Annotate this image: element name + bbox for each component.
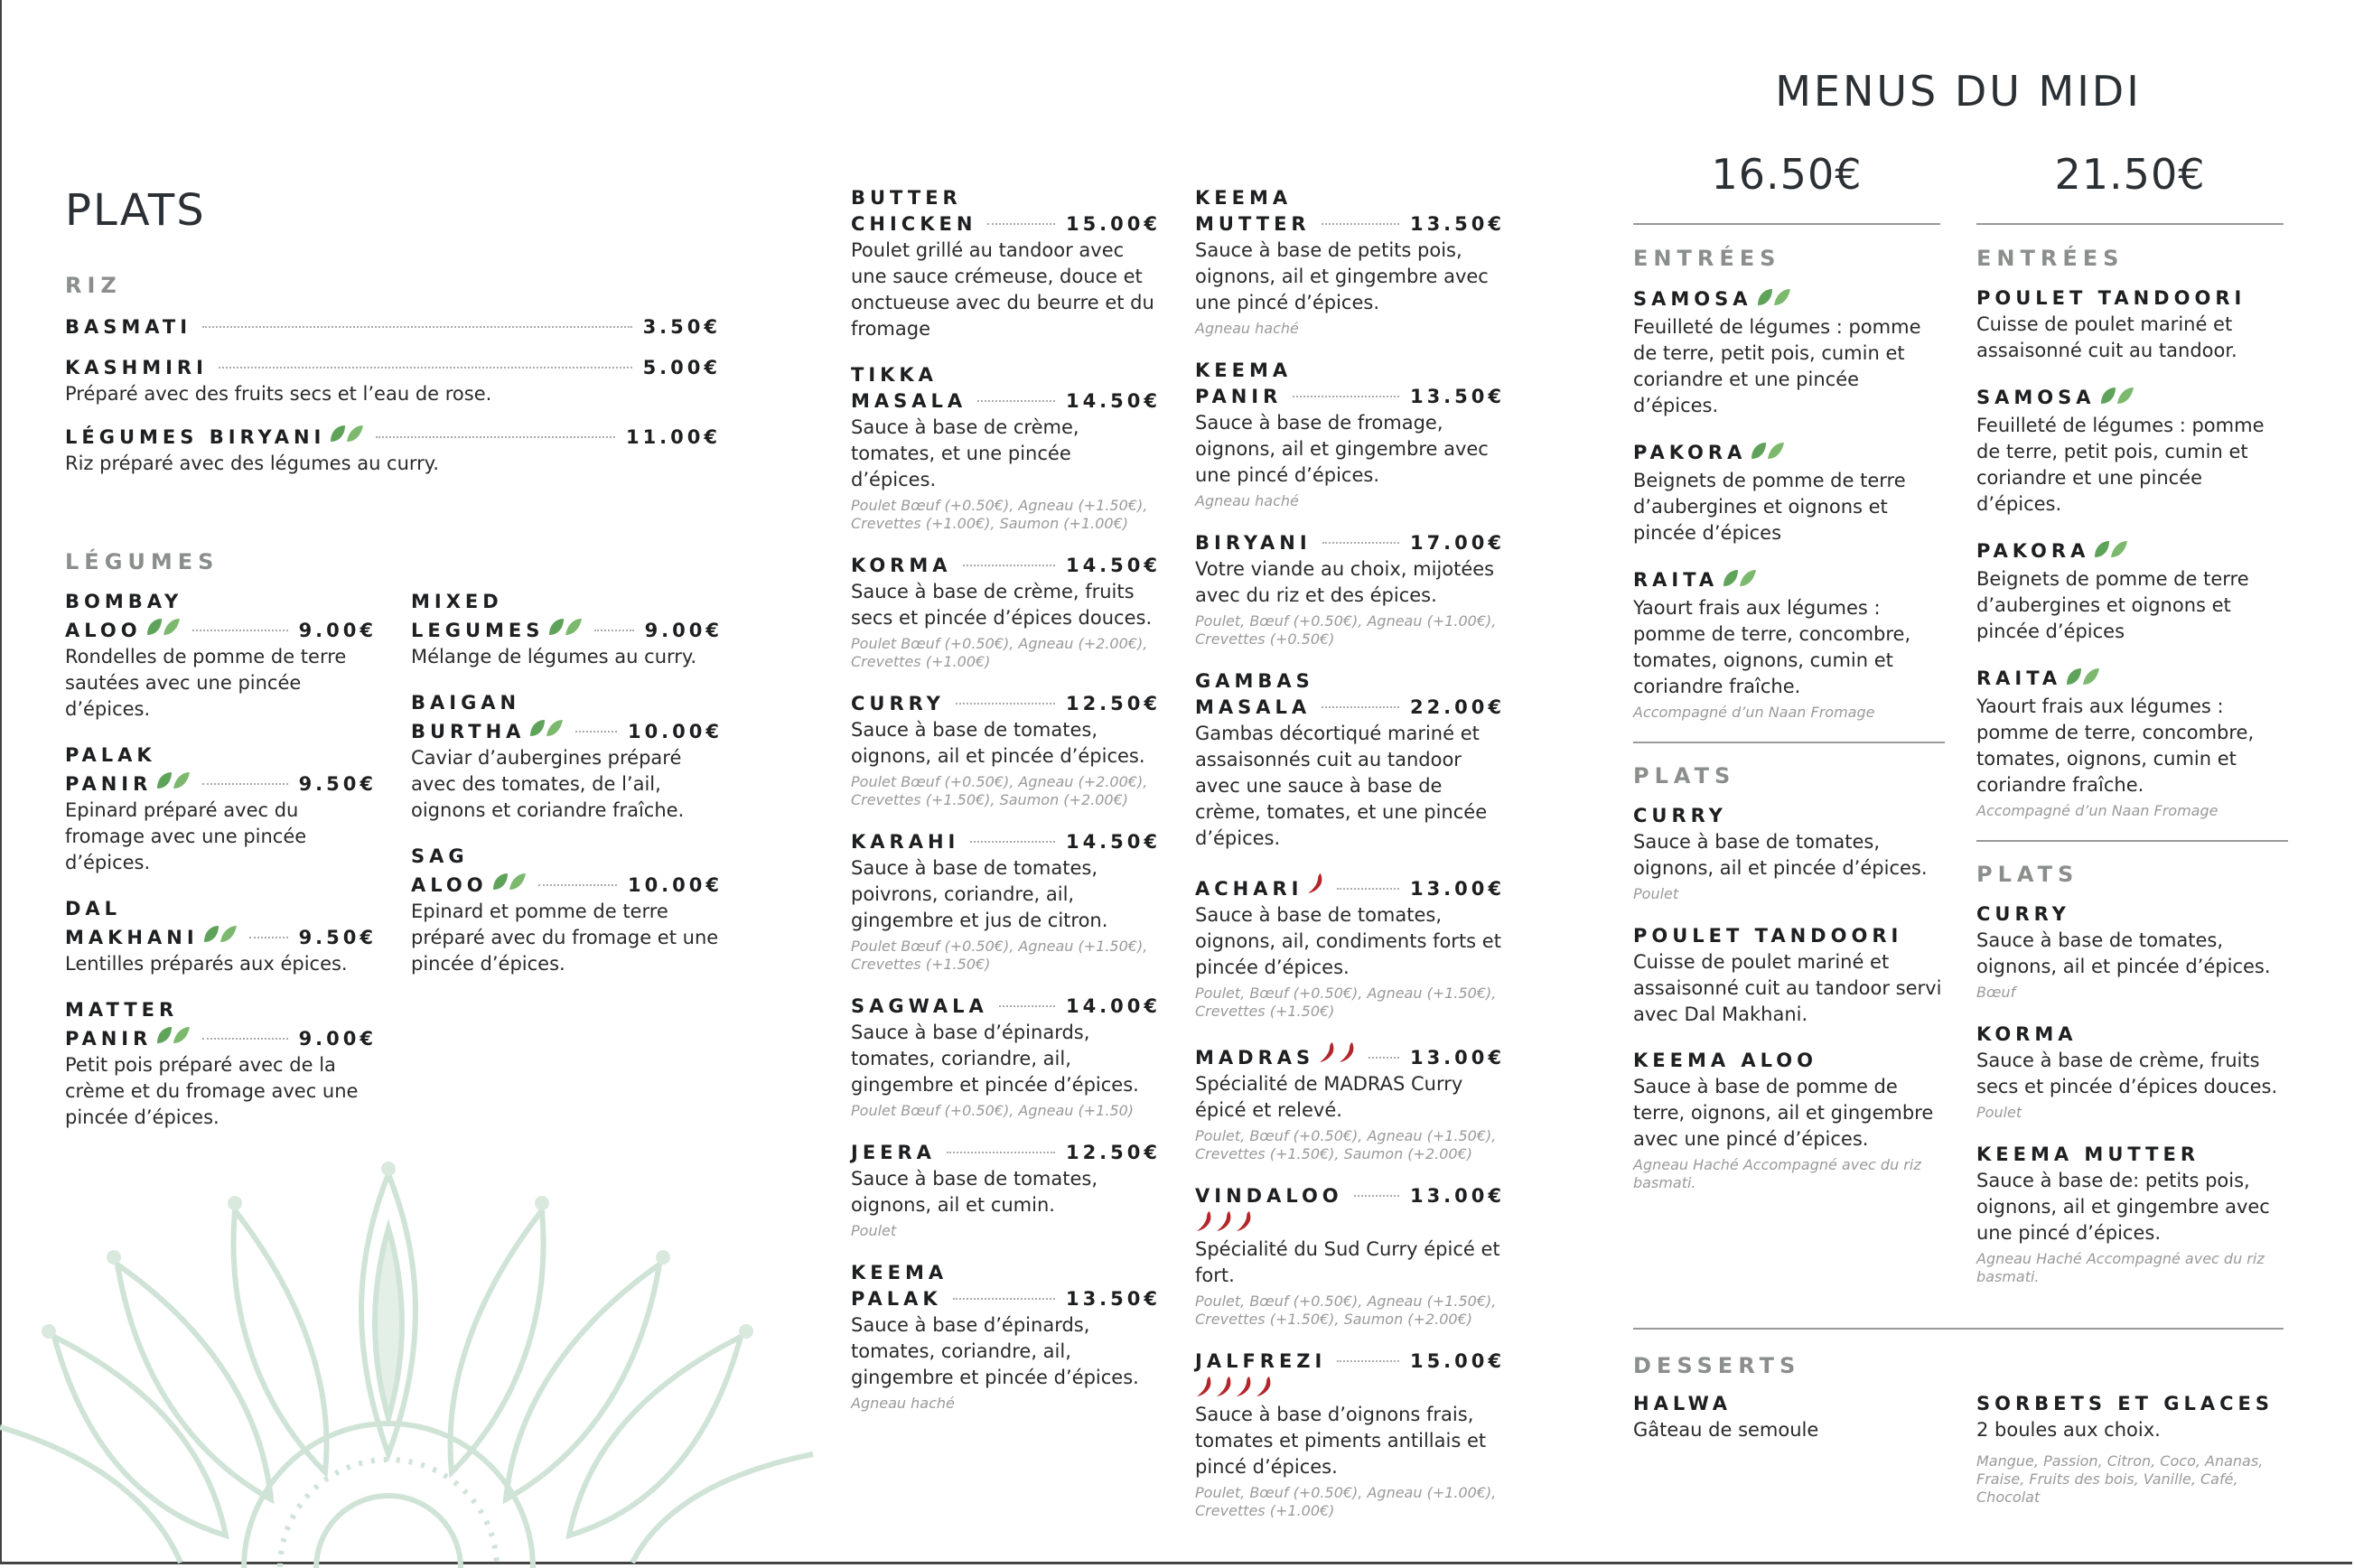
item-price: 13.00€ (1409, 1047, 1505, 1069)
vegetarian-leaf-icon (329, 422, 365, 447)
item-name-line1: PALAK (65, 744, 156, 766)
menu-item (1976, 901, 2288, 1002)
dot-leader (1322, 706, 1399, 708)
item-name-line2: MAKHANI (65, 927, 199, 948)
item-name: VINDALOO (1195, 1185, 1343, 1207)
dot-leader (202, 783, 287, 785)
dot-leader (219, 367, 632, 369)
item-price: 13.50€ (1409, 213, 1505, 235)
menu-item (65, 742, 377, 876)
vegetarian-leaf-icon (2065, 665, 2101, 694)
legumes-heading: LÉGUMES (65, 549, 220, 574)
mandala-ornament (0, 1156, 849, 1568)
item-name: POULET TANDOORI (1976, 287, 2247, 309)
item-price: 13.00€ (1409, 1185, 1505, 1207)
item-desc: Sauce à base de tomates, oignons, ail, condiments forts et pincée d’épices. (1195, 904, 1501, 978)
item-name-line2: MASALA (1195, 696, 1312, 718)
item-desc: Petit pois préparé avec de la crème et du fromage avec une pincée d’épices. (65, 1054, 359, 1128)
item-price: 22.00€ (1409, 696, 1505, 718)
item-desc: Sauce à base d’épinards, tomates, coriandre, ail, gingembre et pincée d’épices. (851, 1022, 1139, 1096)
item-name-line2: ALOO (411, 874, 488, 896)
item-desc: Sauce à base de tomates, oignons, ail et pincée d’épices. (851, 719, 1145, 767)
menu-item (411, 844, 723, 977)
legumes-col2 (411, 589, 723, 997)
menu-item (851, 185, 1161, 342)
item-price: 14.50€ (1065, 831, 1161, 853)
item-desc: Sauce à base de crème, tomates, et une pincée d’épices. (851, 416, 1079, 490)
dot-leader (1322, 542, 1399, 544)
plats-title: PLATS (65, 185, 206, 236)
dot-leader (977, 400, 1055, 402)
item-desc: Sauce à base d’oignons frais, tomates et piments antillais et pincé d’épices. (1195, 1404, 1487, 1478)
item-desc: Riz préparé avec des légumes au curry. (65, 453, 439, 474)
vegetarian-leaf-icon (1756, 285, 1792, 314)
item-note: Poulet Bœuf (+0.50€), Agneau (+1.50€), Crevettes (+1.00€), Saumon (+1.00€) (851, 497, 1148, 532)
item-name: BIRYANI (1195, 532, 1312, 554)
item-price: 10.00€ (627, 721, 723, 742)
item-name: PAKORA (1976, 540, 2090, 562)
vegetarian-leaf-icon (2093, 537, 2129, 566)
item-desc: Feuilleté de légumes : pomme de terre, petit pois, cumin et coriandre et une pincée d’épices. (1633, 316, 1921, 416)
menu-item (1633, 439, 1945, 546)
item-name-line2: PANIR (65, 1028, 153, 1050)
menu1-plats-heading: PLATS (1633, 763, 1736, 789)
dot-leader (202, 326, 632, 328)
item-name-line1: BAIGAN (411, 692, 521, 714)
menu-item (411, 589, 723, 670)
viandes-col2 (1195, 185, 1505, 1540)
menu1 (1633, 246, 1945, 1212)
menu-item (1195, 872, 1505, 1021)
riz-heading: RIZ (65, 273, 122, 298)
item-name: KASHMIRI (65, 357, 208, 378)
item-name-line1: MATTER (65, 999, 179, 1021)
item-price: 14.50€ (1065, 555, 1161, 576)
item-note: Agneau Haché Accompagné avec du riz basmati. (1976, 1250, 2265, 1285)
item-desc: Sauce à base d’épinards, tomates, coriandre, ail, gingembre et pincée d’épices. (851, 1314, 1139, 1388)
menu-item (851, 829, 1161, 974)
item-name-line1: GAMBAS (1195, 670, 1314, 692)
dot-leader (594, 630, 633, 631)
item-name-line1: BUTTER (851, 187, 962, 209)
item-name: JALFREZI (1195, 1350, 1327, 1372)
vegetarian-leaf-icon (155, 1023, 191, 1049)
item-name-line1: KEEMA (851, 1262, 948, 1283)
dot-leader (947, 1152, 1055, 1153)
dot-leader (1354, 1195, 1399, 1197)
dot-leader (987, 223, 1055, 225)
item-name: ACHARI (1195, 878, 1303, 900)
item-desc: Beignets de pomme de terre d’aubergines et oignons et pincée d’épices (1633, 470, 1906, 544)
item-name: KEEMA MUTTER (1976, 1143, 2200, 1165)
item-desc: Poulet grillé au tandoor avec une sauce crémeuse, douce et onctueuse avec du beurre et du fromage (851, 239, 1154, 340)
item-desc: Sauce à base de pomme de terre, oignons, ail et gingembre avec une pincé d’épices. (1633, 1076, 1934, 1150)
item-name: POULET TANDOORI (1633, 925, 1903, 947)
item-name: KORMA (851, 555, 952, 576)
item-desc: Sauce à base de fromage, oignons, ail et gingembre avec une pincé d’épices. (1195, 412, 1489, 486)
item-desc: Caviar d’aubergines préparé avec des tomates, de l’ail, oignons et coriandre fraîche. (411, 747, 685, 821)
menu1-price: 16.50€ (1711, 150, 1863, 199)
item-name: SORBETS ET GLACES (1976, 1393, 2274, 1414)
menu-item (1195, 1349, 1505, 1520)
dot-leader (575, 731, 617, 733)
item-price: 9.50€ (298, 927, 377, 948)
item-desc: Beignets de pomme de terre d’aubergines et oignons et pincée d’épices (1976, 568, 2249, 642)
menu-item (1195, 358, 1505, 510)
item-name-line2: LEGUMES (411, 620, 545, 641)
menu-item (851, 1260, 1161, 1413)
item-name-line2: PALAK (851, 1288, 942, 1310)
item-note: Agneau haché (851, 1395, 955, 1412)
menu-item (1633, 566, 1945, 722)
item-desc: Feuilleté de légumes : pomme de terre, petit pois, cumin et coriandre et une pincée d’épices. (1976, 415, 2265, 515)
item-name: SAMOSA (1976, 387, 2096, 408)
chili-pepper-icon (1195, 1375, 1505, 1402)
menu-item (1633, 285, 1945, 419)
item-note: Agneau haché (1195, 492, 1299, 509)
item-desc: Rondelles de pomme de terre sautées avec une pincée d’épices. (65, 646, 347, 720)
item-name: SAMOSA (1633, 288, 1752, 310)
menu-item (851, 553, 1161, 671)
item-note: Poulet (1976, 1104, 2022, 1121)
menu-item (1195, 1041, 1505, 1163)
item-note: Poulet (1633, 885, 1679, 902)
item-desc: Spécialité du Sud Curry épicé et fort. (1195, 1238, 1500, 1286)
item-price: 9.00€ (298, 1028, 377, 1050)
menu-item (1976, 1142, 2288, 1286)
item-price: 13.00€ (1409, 878, 1505, 900)
vegetarian-leaf-icon (155, 769, 191, 794)
dot-leader (249, 937, 288, 938)
menu-item (65, 314, 721, 341)
item-price: 9.00€ (298, 620, 377, 641)
dot-leader (970, 841, 1055, 843)
menu-item (851, 1140, 1161, 1240)
item-name: JEERA (851, 1142, 936, 1163)
item-desc: Sauce à base de crème, fruits secs et pincée d’épices douces. (851, 581, 1153, 629)
item-name-line1: MIXED (411, 591, 503, 612)
menu-item (851, 362, 1161, 533)
menu-item (1633, 803, 1945, 903)
item-name: PAKORA (1633, 442, 1747, 463)
dot-leader (963, 565, 1055, 566)
dot-leader (1293, 396, 1399, 397)
item-name: CURRY (851, 693, 945, 714)
item-name-line1: BOMBAY (65, 591, 183, 612)
menu2-entrees-heading: ENTRÉES (1976, 246, 2125, 271)
item-price: 14.00€ (1065, 995, 1161, 1017)
item-name-line2: ALOO (65, 620, 142, 641)
item-note: Poulet Bœuf (+0.50€), Agneau (+1.50€), Crevettes (+1.50€) (851, 938, 1148, 973)
item-desc: Lentilles préparés aux épices. (65, 953, 348, 975)
item-note: Mangue, Passion, Citron, Coco, Ananas, Fraise, Fruits des bois, Vanille, Café, Chocolat (1976, 1452, 2264, 1506)
dot-leader (1368, 1057, 1399, 1059)
chili-pepper-icon (1195, 1209, 1505, 1237)
item-name-line2: PANIR (65, 773, 153, 795)
item-price: 14.50€ (1065, 390, 1161, 412)
item-name: RAITA (1633, 569, 1719, 591)
item-desc: Mélange de légumes au curry. (411, 646, 697, 667)
item-name: KARAHI (851, 831, 960, 853)
item-note: Poulet Bœuf (+0.50€), Agneau (+2.00€), Crevettes (+1.00€) (851, 635, 1148, 670)
item-desc: Sauce à base de tomates, oignons, ail et pincée d’épices. (1976, 929, 2271, 977)
chili-pepper-icon (1318, 1041, 1358, 1068)
dot-leader (956, 703, 1055, 705)
item-price: 15.00€ (1065, 213, 1161, 235)
menu-item (851, 994, 1161, 1120)
item-desc: Yaourt frais aux légumes : pomme de terre, concombre, tomates, oignons, cumin et coriandre fraîche. (1633, 597, 1911, 697)
item-price: 13.50€ (1409, 386, 1505, 407)
item-note: Poulet, Bœuf (+0.50€), Agneau (+1.50€), Crevettes (+1.50€), Saumon (+2.00€) (1195, 1293, 1497, 1328)
vegetarian-leaf-icon (1722, 566, 1758, 595)
dot-leader (202, 1038, 287, 1040)
menu-item (65, 422, 721, 477)
item-price: 12.50€ (1065, 1142, 1161, 1163)
legumes-col1 (65, 589, 377, 1151)
desserts-heading: DESSERTS (1633, 1353, 1801, 1378)
menu2-rule (1976, 223, 2284, 225)
menu-item (1195, 668, 1505, 852)
vegetarian-leaf-icon (202, 922, 238, 947)
menu2-plats-rule (1976, 840, 2288, 842)
menu-item (1633, 1048, 1945, 1192)
item-name-line2: PANIR (1195, 386, 1283, 407)
item-name: RAITA (1976, 667, 2062, 689)
item-price: 15.00€ (1409, 1350, 1505, 1372)
item-note: Poulet Bœuf (+0.50€), Agneau (+2.00€), Crevettes (+1.50€), Saumon (+2.00€) (851, 773, 1148, 808)
item-name: MADRAS (1195, 1047, 1315, 1069)
dot-leader (1322, 223, 1399, 225)
item-desc: Yaourt frais aux légumes : pomme de terre, concombre, tomates, oignons, cumin et coriandre fraîche. (1976, 695, 2255, 796)
item-desc: Epinard et pomme de terre préparé avec du fromage et une pincée d’épices. (411, 901, 719, 975)
menu-item (65, 997, 377, 1131)
item-desc: Préparé avec des fruits secs et l’eau de rose. (65, 383, 492, 405)
dot-leader (1337, 1360, 1399, 1362)
item-desc: Sauce à base de petits pois, oignons, ail et gingembre avec une pincé d’épices. (1195, 239, 1489, 313)
item-note: Poulet, Bœuf (+0.50€), Agneau (+1.50€), Crevettes (+1.50€) (1195, 985, 1497, 1020)
item-name-line1: DAL (65, 898, 122, 919)
item-name-line2: CHICKEN (851, 213, 977, 235)
item-desc: 2 boules aux choix. (1976, 1419, 2161, 1441)
item-note: Agneau Haché Accompagné avec du riz basmati. (1633, 1156, 1921, 1191)
item-name: HALWA (1633, 1393, 1733, 1414)
menu-item (65, 355, 721, 407)
menu1-rule (1633, 223, 1940, 225)
item-name: BASMATI (65, 316, 192, 338)
item-desc: Gambas décortiqué mariné et assaisonnés cuit au tandoor avec une sauce à base de crème, tomates, et une pincée d’épices. (1195, 723, 1488, 849)
item-name-line2: BURTHA (411, 721, 526, 742)
item-desc: Spécialité de MADRAS Curry épicé et relevé. (1195, 1073, 1463, 1121)
item-price: 17.00€ (1409, 532, 1505, 554)
menu-item (851, 691, 1161, 809)
menu2-plats-heading: PLATS (1976, 862, 2079, 887)
menu-item (1976, 537, 2288, 645)
item-name: CURRY (1976, 903, 2070, 925)
item-price: 9.00€ (644, 620, 723, 641)
item-name-line1: KEEMA (1195, 359, 1293, 381)
riz-list (65, 314, 721, 497)
item-name-line2: MASALA (851, 390, 967, 412)
item-price: 9.50€ (298, 773, 377, 795)
item-note: Poulet, Bœuf (+0.50€), Agneau (+1.00€), Crevettes (+0.50€) (1195, 612, 1497, 648)
dot-leader (953, 1298, 1055, 1300)
vegetarian-leaf-icon (145, 615, 182, 640)
item-desc: Gâteau de semoule (1633, 1419, 1819, 1441)
menu-item (65, 589, 377, 723)
dot-leader (192, 630, 288, 631)
item-name-line1: KEEMA (1195, 187, 1293, 209)
item-name: CURRY (1633, 805, 1727, 826)
menu-item (411, 690, 723, 824)
item-note: Accompagné d’un Naan Fromage (1633, 704, 1875, 721)
item-desc: Sauce à base de tomates, oignons, ail et pincée d’épices. (1633, 831, 1928, 879)
item-note: Poulet, Bœuf (+0.50€), Agneau (+1.50€), Crevettes (+1.50€), Saumon (+2.00€) (1195, 1127, 1497, 1162)
vegetarian-leaf-icon (528, 716, 565, 742)
item-desc: Cuisse de poulet mariné et assaisonné cuit au tandoor servi avec Dal Makhani. (1633, 951, 1942, 1025)
item-desc: Sauce à base de: petits pois, oignons, ail et gingembre avec une pincé d’épices. (1976, 1170, 2270, 1244)
menu2 (1976, 246, 2288, 1306)
item-desc: Sauce à base de tomates, oignons, ail et cumin. (851, 1168, 1098, 1216)
item-desc: Cuisse de poulet mariné et assaisonné cuit au tandoor. (1976, 313, 2237, 361)
menu-item (1976, 665, 2288, 820)
chili-pepper-icon (1306, 872, 1326, 899)
vegetarian-leaf-icon (491, 870, 528, 895)
item-name: KEEMA ALOO (1633, 1050, 1818, 1071)
menu1-entrees-heading: ENTRÉES (1633, 246, 1781, 271)
dessert-item (1633, 1391, 1945, 1443)
dot-leader (376, 436, 615, 438)
midi-title: MENUS DU MIDI (1775, 67, 2142, 116)
item-note: Bœuf (1976, 984, 2016, 1001)
menu-item (1195, 185, 1505, 338)
item-desc: Sauce à base de crème, fruits secs et pincée d’épices douces. (1976, 1050, 2278, 1097)
item-name-line1: TIKKA (851, 364, 938, 386)
item-desc: Votre viande au choix, mijotées avec du riz et des épices. (1195, 558, 1495, 606)
item-name-line1: SAG (411, 845, 469, 867)
item-name: LÉGUMES BIRYANI (65, 426, 326, 448)
dot-leader (999, 1005, 1055, 1007)
item-price: 5.00€ (642, 357, 721, 378)
item-price: 13.50€ (1065, 1288, 1161, 1310)
menu2-price: 21.50€ (2054, 150, 2206, 199)
vegetarian-leaf-icon (547, 615, 584, 640)
menu-item (1633, 923, 1945, 1028)
dot-leader (538, 884, 617, 886)
menu-item (1976, 285, 2288, 364)
item-note: Agneau haché (1195, 320, 1299, 337)
dot-leader (1337, 888, 1398, 890)
menu-item (65, 896, 377, 977)
dessert-item (1976, 1391, 2288, 1507)
item-note: Poulet, Bœuf (+0.50€), Agneau (+1.00€), Crevettes (+1.00€) (1195, 1484, 1497, 1519)
menu-item (1976, 1022, 2288, 1122)
item-note: Accompagné d’un Naan Fromage (1976, 802, 2219, 819)
item-price: 11.00€ (625, 426, 721, 448)
vegetarian-leaf-icon (1750, 439, 1786, 468)
item-name-line2: MUTTER (1195, 213, 1311, 235)
desserts-rule (1633, 1328, 2284, 1330)
item-price: 12.50€ (1065, 693, 1161, 714)
menu-item (1195, 1183, 1505, 1329)
item-desc: Epinard préparé avec du fromage avec une pincée d’épices. (65, 799, 307, 873)
menu-item (1976, 384, 2288, 518)
item-note: Poulet Bœuf (+0.50€), Agneau (+1.50) (851, 1102, 1135, 1119)
vegetarian-leaf-icon (2099, 384, 2135, 413)
item-desc: Sauce à base de tomates, poivrons, coriandre, ail, gingembre et jus de citron. (851, 857, 1108, 931)
item-note: Poulet (851, 1222, 897, 1239)
item-name: SAGWALA (851, 995, 988, 1017)
item-price: 10.00€ (627, 874, 723, 896)
menu1-plats-rule (1633, 742, 1945, 743)
menu-item (1195, 530, 1505, 649)
item-name: KORMA (1976, 1023, 2078, 1045)
item-price: 3.50€ (642, 316, 721, 338)
viandes-col1 (851, 185, 1161, 1433)
